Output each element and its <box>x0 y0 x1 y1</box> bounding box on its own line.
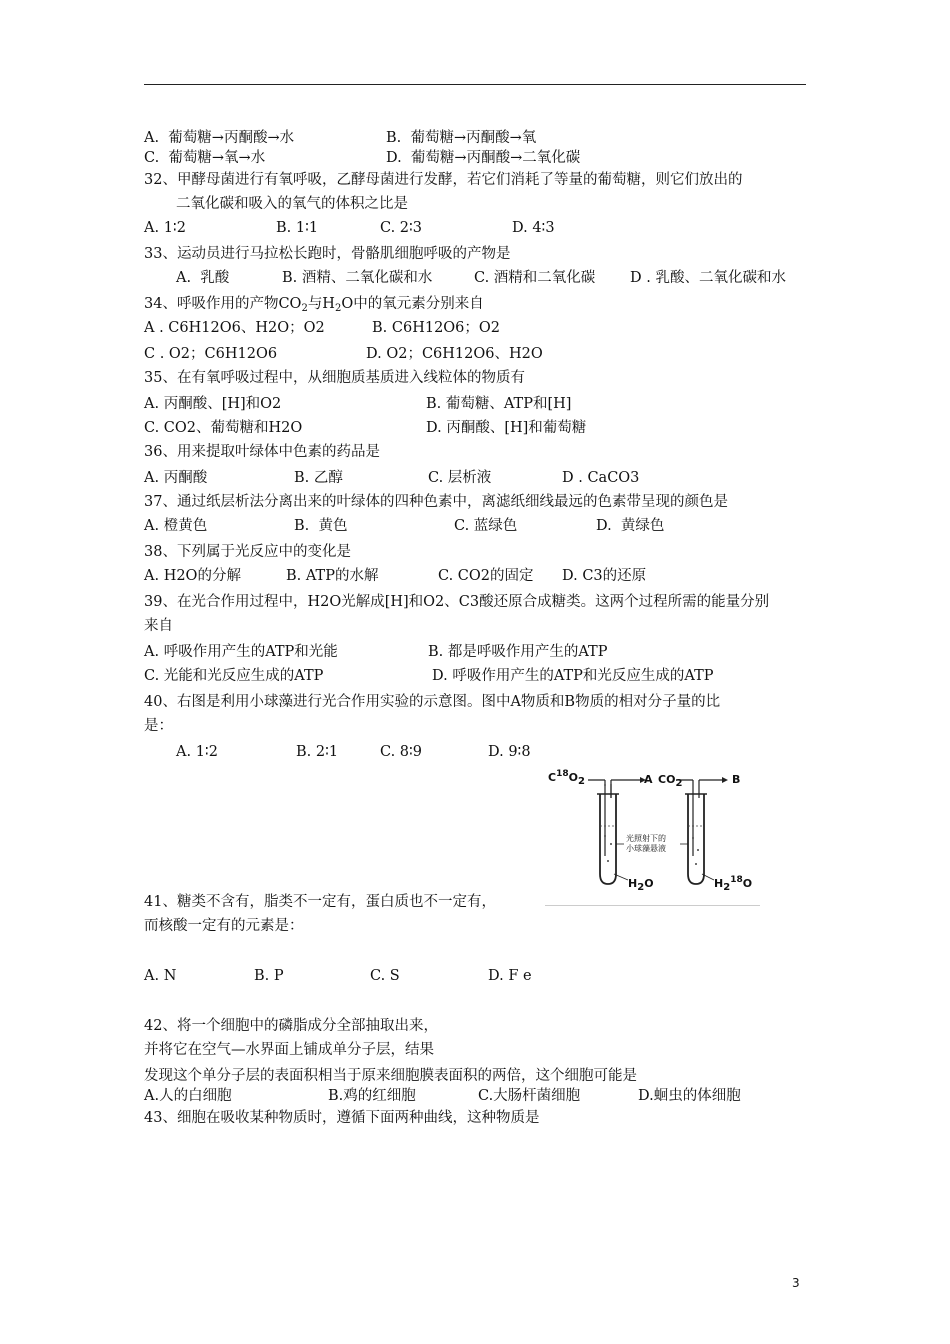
q32-option-c: C. 2∶3 <box>380 220 423 236</box>
q36-option-a: A. 丙酮酸 <box>144 470 208 486</box>
fig-center-label: 光照射下的 小球藻悬液 <box>626 834 666 853</box>
q39-option-a: A. 呼吸作用产生的ATP和光能 <box>144 644 338 660</box>
header-rule <box>144 84 806 85</box>
q42-option-b: B.鸡的红细胞 <box>328 1088 416 1104</box>
q40-option-c: C. 8∶9 <box>380 744 423 760</box>
q42-stem-line3: 发现这个单分子层的表面积相当于原来细胞膜表面积的两倍，这个细胞可能是 <box>144 1068 637 1084</box>
q39-option-d: D. 呼吸作用产生的ATP和光反应生成的ATP <box>432 668 714 684</box>
q41-option-a: A. N <box>144 968 177 984</box>
q36-option-b: B. 乙醇 <box>294 470 343 486</box>
q41-stem-line1: 41、糖类不含有，脂类不一定有，蛋白质也不一定有， <box>144 894 496 910</box>
q42-stem-line2: 并将它在空气—水界面上铺成单分子层，结果 <box>144 1042 434 1058</box>
q33-stem: 33、运动员进行马拉松长跑时，骨骼肌细胞呼吸的产物是 <box>144 246 511 262</box>
q40-figure <box>548 766 760 906</box>
q36-option-c: C. 层析液 <box>428 470 492 486</box>
q35-option-c: C. CO2、葡萄糖和H2O <box>144 420 303 436</box>
q34-option-c: C . O2；C6H12O6 <box>144 346 278 362</box>
q37-option-d: D. 黄绿色 <box>596 518 665 534</box>
figure-baseline <box>545 905 760 906</box>
q34-option-d: D. O2；C6H12O6、H2O <box>366 346 543 362</box>
q31-option-d: D. 葡萄糖→丙酮酸→二氧化碳 <box>386 150 581 166</box>
q35-option-a: A. 丙酮酸、[H]和O2 <box>144 396 282 412</box>
q34-stem: 34、呼吸作用的产物$CO_2$与$H_2O$中的氧元素分别来自 <box>144 296 484 314</box>
q32-stem-line2: 二氧化碳和吸入的氧气的体积之比是 <box>176 196 408 212</box>
q42-option-a: A.人的白细胞 <box>144 1088 232 1104</box>
q41-option-d: D. F e <box>488 968 532 984</box>
q33-option-d: D . 乳酸、二氧化碳和水 <box>630 270 786 286</box>
q31-option-b: B. 葡萄糖→丙酮酸→氧 <box>386 130 537 146</box>
q31-option-c: C. 葡萄糖→氧→水 <box>144 150 266 166</box>
fig-arrow-a: A <box>644 773 653 786</box>
q33-option-a: A. 乳酸 <box>176 270 230 286</box>
fig-left-water: $H_2O$ <box>628 877 654 893</box>
q39-stem-line1: 39、在光合作用过程中，H2O光解成[H]和O2、C3酸还原合成糖类。这两个过程所需的能量分别 <box>144 594 770 610</box>
q32-option-d: D. 4∶3 <box>512 220 555 236</box>
q35-option-d: D. 丙酮酸、[H]和葡萄糖 <box>426 420 587 436</box>
q33-option-b: B. 酒精、二氧化碳和水 <box>282 270 433 286</box>
q40-stem-line2: 是： <box>144 718 173 734</box>
q37-option-c: C. 蓝绿色 <box>454 518 518 534</box>
q40-option-b: B. 2∶1 <box>296 744 339 760</box>
q39-stem-line2: 来自 <box>144 618 173 634</box>
q36-option-d: D . CaCO3 <box>562 470 640 486</box>
q37-stem: 37、通过纸层析法分离出来的叶绿体的四种色素中，离滤纸细线最远的色素带呈现的颜色是 <box>144 494 728 510</box>
fig-right-water: $H_2^{18}O$ <box>714 875 753 893</box>
q32-stem-line1: 32、甲酵母菌进行有氧呼吸，乙酵母菌进行发酵，若它们消耗了等量的葡萄糖，则它们放出的 <box>144 172 743 188</box>
q36-stem: 36、用来提取叶绿体中色素的药品是 <box>144 444 380 460</box>
q39-option-c: C. 光能和光反应生成的ATP <box>144 668 324 684</box>
q41-stem-line2: 而核酸一定有的元素是： <box>144 918 304 934</box>
q34-option-a: A . C6H12O6、H2O；O2 <box>144 320 325 336</box>
fig-left-gas: $C^{18}O_2$ <box>548 769 585 787</box>
q32-option-b: B. 1∶1 <box>276 220 319 236</box>
q38-option-a: A. H2O的分解 <box>144 568 241 584</box>
q38-stem: 38、下列属于光反应中的变化是 <box>144 544 351 560</box>
q31-option-a: A. 葡萄糖→丙酮酸→水 <box>144 130 295 146</box>
q40-stem-line1: 40、右图是利用小球藻进行光合作用实验的示意图。图中A物质和B物质的相对分子量的比 <box>144 694 721 710</box>
q37-option-a: A. 橙黄色 <box>144 518 208 534</box>
q35-stem: 35、在有氧呼吸过程中，从细胞质基质进入线粒体的物质有 <box>144 370 525 386</box>
q33-option-c: C. 酒精和二氧化碳 <box>474 270 596 286</box>
q39-option-b: B. 都是呼吸作用产生的ATP <box>428 644 608 660</box>
q43-stem: 43、细胞在吸收某种物质时，遵循下面两种曲线，这种物质是 <box>144 1110 540 1126</box>
fig-right-gas: $CO_2$ <box>658 773 683 789</box>
q38-option-c: C. CO2的固定 <box>438 568 534 584</box>
q41-option-c: C. S <box>370 968 400 984</box>
q40-option-a: A. 1∶2 <box>176 744 218 760</box>
q42-stem-line1: 42、将一个细胞中的磷脂成分全部抽取出来， <box>144 1018 438 1034</box>
q34-option-b: B. C6H12O6；O2 <box>372 320 501 336</box>
q32-option-a: A. 1∶2 <box>144 220 186 236</box>
fig-arrow-b: B <box>732 773 741 786</box>
q35-option-b: B. 葡萄糖、ATP和[H] <box>426 396 572 412</box>
q37-option-b: B. 黄色 <box>294 518 348 534</box>
q41-option-b: B. P <box>254 968 284 984</box>
q42-option-d: D.蛔虫的体细胞 <box>638 1088 741 1104</box>
page-number: 3 <box>792 1276 800 1290</box>
q42-option-c: C.大肠杆菌细胞 <box>478 1088 581 1104</box>
q38-option-d: D. C3的还原 <box>562 568 647 584</box>
q38-option-b: B. ATP的水解 <box>286 568 379 584</box>
q40-option-d: D. 9∶8 <box>488 744 531 760</box>
